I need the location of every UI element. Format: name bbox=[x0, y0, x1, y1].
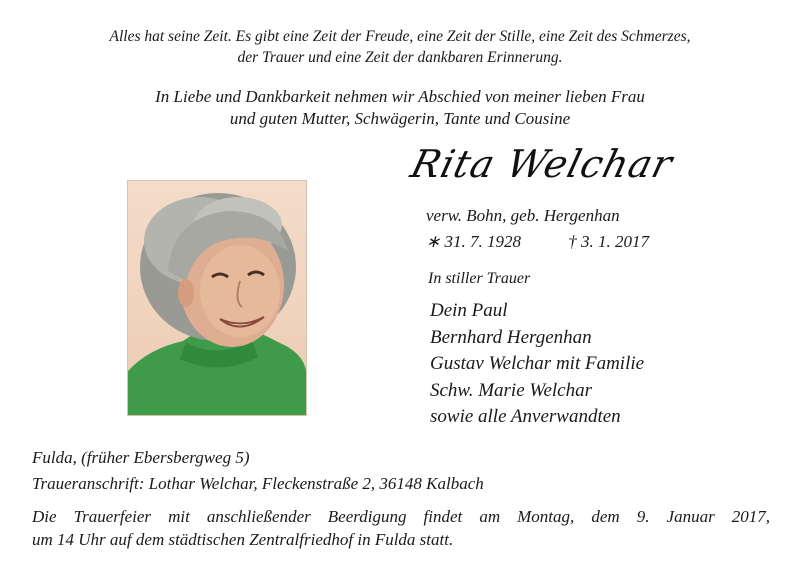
motto-line-1: Alles hat seine Zeit. Es gibt eine Zeit der Freude, eine Zeit der Stille, eine Zeit des Schmerzes, bbox=[109, 28, 691, 45]
names-info: verw. Bohn, geb. Hergenhan bbox=[426, 206, 620, 225]
portrait-illustration bbox=[128, 181, 306, 415]
mourner-name: Bernhard Hergenhan bbox=[430, 326, 592, 348]
intro-line-2: und guten Mutter, Schwägerin, Tante und Cousine bbox=[229, 109, 571, 128]
mourner-name: Schw. Marie Welchar bbox=[430, 379, 593, 401]
mourning-heading: In stiller Trauer bbox=[428, 270, 531, 287]
motto-line-2: der Trauer und eine Zeit der dankbaren Erinnerung. bbox=[237, 49, 563, 66]
mourner-name: Dein Paul bbox=[430, 300, 508, 321]
ceremony-line-1: Die Trauerfeier mit anschließender Beerdigung findet am Montag, dem 9. Januar 2017, bbox=[32, 507, 770, 526]
deceased-name: Rita Welchar bbox=[406, 142, 678, 186]
intro-text bbox=[20, 86, 780, 130]
death-date: † 3. 1. 2017 bbox=[568, 232, 649, 251]
mourner-name: sowie alle Anverwandten bbox=[430, 406, 621, 427]
ceremony-text bbox=[32, 505, 770, 551]
mourner-name: Gustav Welchar mit Familie bbox=[430, 353, 645, 374]
motto bbox=[20, 26, 780, 68]
intro-line-1: In Liebe und Dankbarkeit nehmen wir Abschied von meiner lieben Frau bbox=[155, 87, 645, 106]
ceremony-line-2: um 14 Uhr auf dem städtischen Zentralfriedhof in Fulda statt. bbox=[32, 530, 454, 549]
birth-date: ∗ 31. 7. 1928 bbox=[426, 232, 521, 251]
life-dates bbox=[426, 232, 649, 252]
location-line: Fulda, (früher Ebersbergweg 5) bbox=[32, 448, 250, 467]
mourning-address: Traueranschrift: Lothar Welchar, Fleckenstraße 2, 36148 Kalbach bbox=[32, 474, 484, 493]
mourners-list bbox=[430, 298, 644, 431]
portrait-photo bbox=[127, 180, 307, 416]
